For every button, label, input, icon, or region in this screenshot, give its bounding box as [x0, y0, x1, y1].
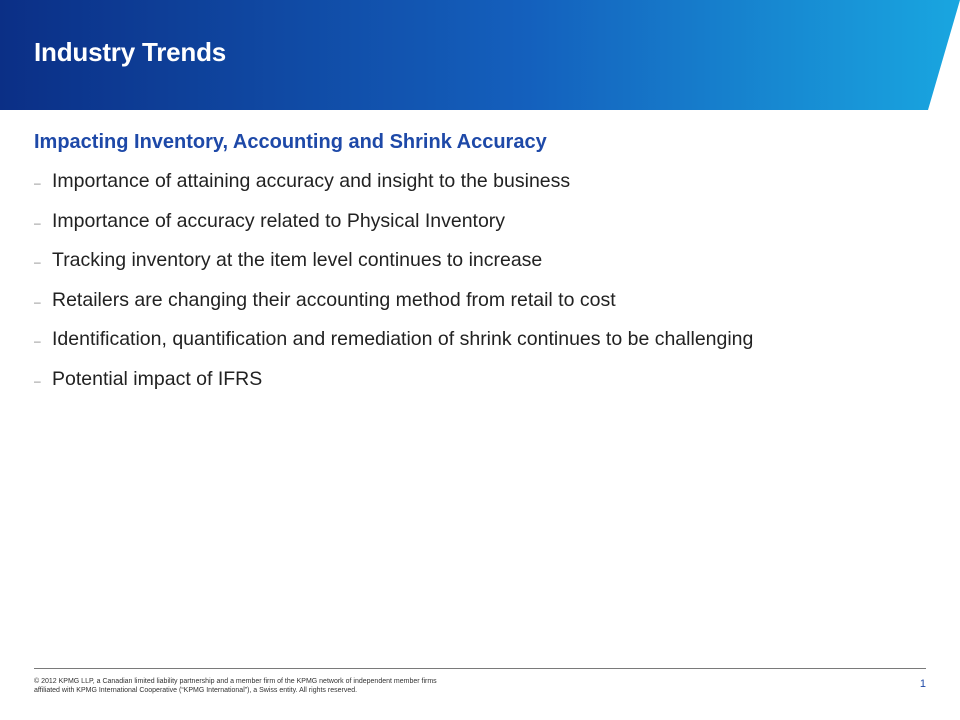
bullet-text: Retailers are changing their accounting method from retail to cost [52, 288, 616, 311]
bullet-dash-icon: – [34, 176, 41, 190]
section-subtitle: Impacting Inventory, Accounting and Shrink Accuracy [34, 131, 547, 153]
bullet-text: Identification, quantification and remediation of shrink continues to be challenging [52, 328, 754, 350]
legal-line-2: affiliated with KPMG International Cooperative (“KPMG International”), a Swiss entity. All rights reserved. [34, 687, 358, 694]
footer-legal-text [34, 677, 514, 695]
legal-line-1: © 2012 KPMG LLP, a Canadian limited liability partnership and a member firm of the KPMG network of independent member firms [34, 678, 437, 685]
bullet-text: Importance of accuracy related to Physical Inventory [52, 209, 506, 232]
bullet-text: Importance of attaining accuracy and insight to the business [52, 170, 571, 192]
bullet-dash-icon: – [34, 294, 41, 309]
bullet-text: Potential impact of IFRS [52, 367, 263, 390]
bullet-item [34, 328, 753, 368]
bullet-dash-icon: – [34, 215, 41, 230]
bullet-dash-icon: – [34, 373, 41, 388]
bullet-item [34, 368, 753, 408]
bullet-item [34, 289, 753, 329]
bullet-item [34, 249, 753, 289]
title-banner [0, 0, 960, 110]
page-number: 1 [919, 678, 926, 690]
bullet-item [34, 170, 753, 210]
slide-title: Industry Trends [34, 37, 227, 67]
bullet-text: Tracking inventory at the item level continues to increase [52, 249, 543, 271]
bullet-list [34, 170, 753, 407]
footer-divider [34, 668, 926, 669]
bullet-dash-icon: – [34, 255, 41, 269]
bullet-dash-icon: – [34, 334, 41, 348]
bullet-item [34, 210, 753, 250]
